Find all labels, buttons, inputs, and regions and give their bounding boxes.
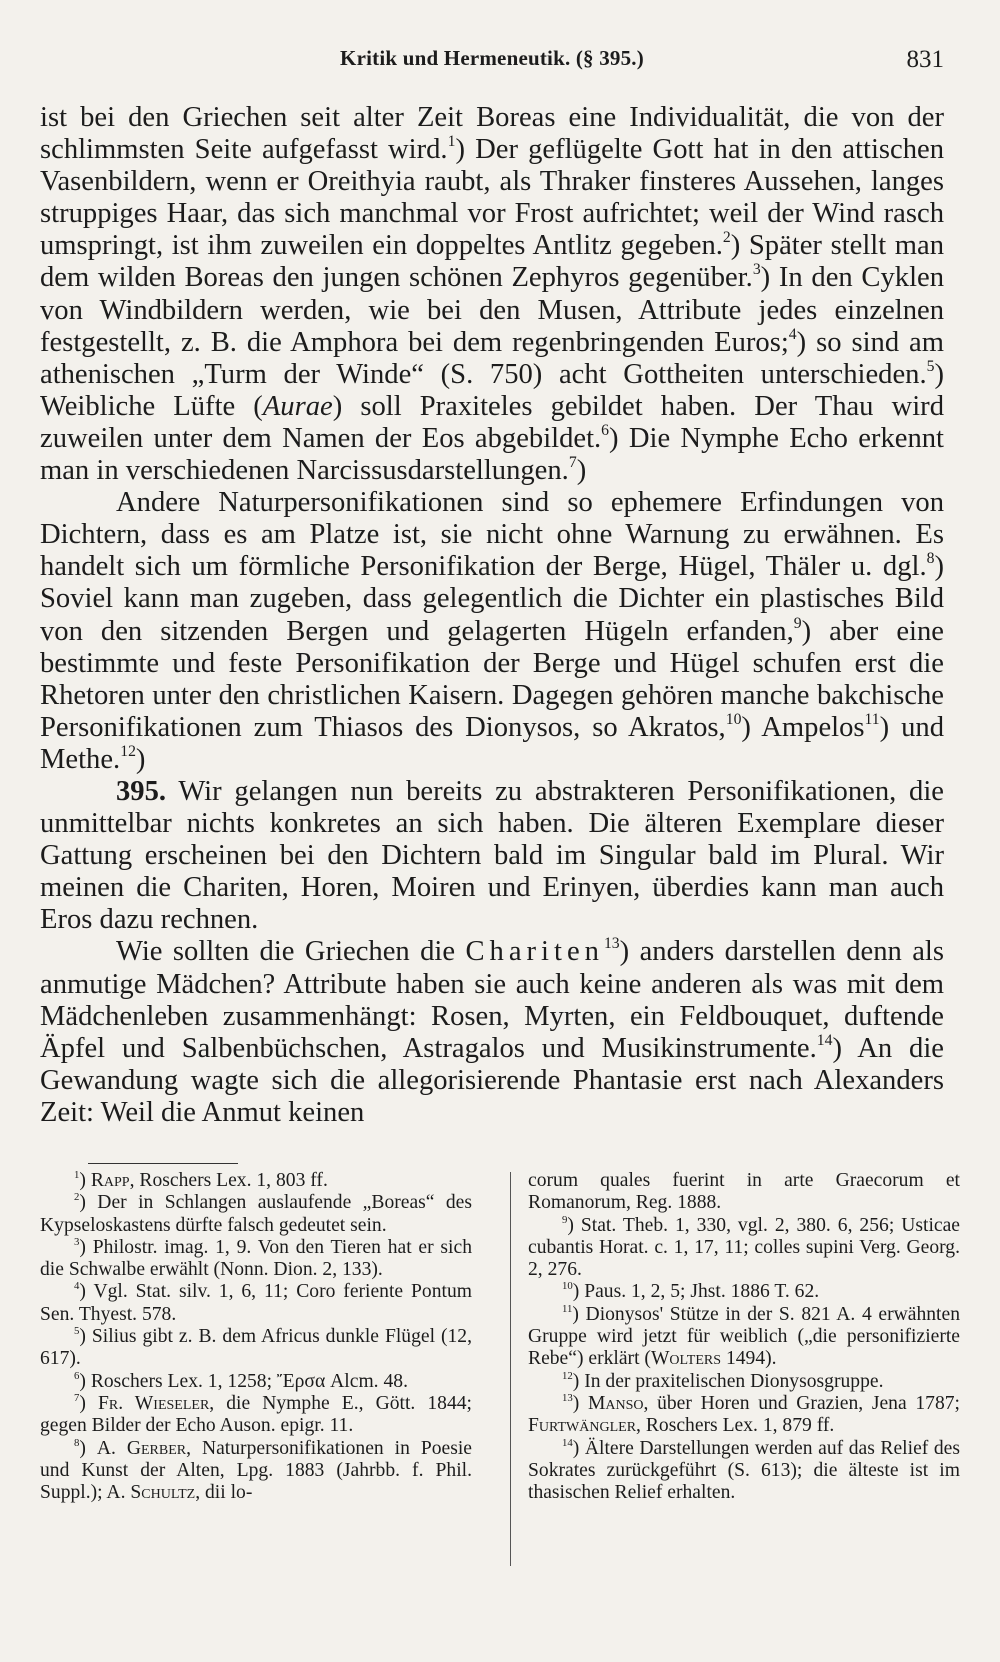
paragraph-section-395: 395. Wir gelangen nun bereits zu abstrakteren Personifikationen, die unmittelbar nichts konkretes an sich haben. Die älteren Exemplare dieser Gattung erscheinen bei den Dichtern bald im Singular bald im Plural. Wir meinen die Chariten, Horen, Moiren und Erinyen, überdies kann man auch Eros dazu rechnen. (40, 775, 944, 936)
footnote-ref[interactable]: 3 (752, 261, 761, 279)
footnote-ref[interactable]: 14 (816, 1031, 833, 1049)
footnote-ref[interactable]: 1 (447, 133, 456, 151)
footnote-ref[interactable]: 6 (601, 422, 610, 440)
footnote-4: $^4$) Vgl. Stat. silv. 1, 6, 11; Coro feriente Pontum Sen. Thyest. 578. (40, 1280, 472, 1325)
footnote-8: $^8$) A. Gerber, Naturpersonifikationen in Poesie und Kunst der Alten, Lpg. 1883 (Jahrbb. f. Phil. Suppl.); A. Schultz, dii lo- (40, 1436, 472, 1504)
section-number: 395. (116, 775, 167, 807)
footnote-1: $^1$) Rapp, Roschers Lex. 1, 803 ff. (74, 1168, 328, 1191)
footnote-13: $^{13}$) Manso, über Horen und Grazien, Jena 1787; Furtwängler, Roschers Lex. 1, 879 ff. (528, 1391, 960, 1437)
footnotes-left-column (40, 1170, 472, 1504)
footnote-9: $^9$) Stat. Theb. 1, 330, vgl. 2, 380. 6, 256; Usticae cubantis Horat. c. 1, 17, 11; colles supini Verg. Georg. 2, 276. (528, 1213, 960, 1281)
footnote-column-divider (510, 1172, 511, 1566)
footnote-ref[interactable]: 5 (926, 357, 935, 375)
main-text (40, 102, 944, 1129)
footnote-6: $^6$) Roschers Lex. 1, 1258; Ἔρσα Alcm. 48. (74, 1369, 408, 1392)
footnote-14: $^{14}$) Ältere Darstellungen werden auf das Relief des Sokrates zurückgeführt (S. 613); die älteste ist im thasischen Relief erhalten. (528, 1436, 960, 1504)
spaced-term: Chariten (465, 936, 604, 968)
footnote-2: $^2$) Der in Schlangen auslaufende „Boreas“ des Kypseloskastens dürfte falsch gedeutet sein. (40, 1191, 472, 1236)
running-title: Kritik und Hermeneutik. (§ 395.) (340, 46, 644, 70)
footnote-3: $^3$) Philostr. imag. 1, 9. Von den Tieren hat er sich die Schwalbe erwählt (Nonn. Dion. 2, 133). (40, 1235, 472, 1281)
footnote-10: $^{10}$) Paus. 1, 2, 5; Jhst. 1886 T. 62. (562, 1280, 820, 1303)
footnote-ref[interactable]: 10 (725, 710, 742, 728)
footnote-ref[interactable]: 13 (603, 935, 620, 953)
footnote-ref[interactable]: 4 (788, 325, 797, 343)
paragraph-nature-personifications: Andere Naturpersonifikationen sind so ephemere Erfindungen von Dichtern, dass es am Platze ist, sie nicht ohne Warnung zu erwähnen. Es handelt sich um förmliche Personifikation der Berge, Hügel, Thäler u. dgl.$^8$) Soviel kann man zugeben, dass gelegentlich die Dichter ein plastisches Bild von den sitzenden Bergen und gelagerten Hügeln erfanden,$^9$) aber eine bestimmte und feste Personifikation der Berge und Hügel schufen erst die Rhetoren unter den christlichen Kaisern. Dagegen gehören manche bakchische Personifikationen zum Thiasos des Dionysos, so Akratos,$^{10}$) Ampelos$^{11}$) und Methe.$^{12}$) (40, 487, 945, 775)
footnote-12: $^{12}$) In der praxitelischen Dionysosgruppe. (562, 1369, 884, 1392)
footnote-ref[interactable]: 7 (568, 454, 577, 472)
footnote-8-continued: corum quales fuerint in arte Graecorum et Romanorum, Reg. 1888. (528, 1170, 960, 1214)
page-header (40, 46, 944, 76)
footnote-ref[interactable]: 11 (864, 710, 880, 728)
footnote-7: $^7$) Fr. Wieseler, die Nymphe E., Gött. 1844; gegen Bilder der Echo Auson. epigr. 11. (40, 1391, 472, 1437)
footnote-ref[interactable]: 8 (926, 550, 935, 568)
footnote-11: $^{11}$) Dionysos' Stütze in der S. 821 A. 4 erwähnten Gruppe wird jetzt für weiblich („die personifizierte Rebe“) erklärt (Wolters 1494). (528, 1302, 960, 1370)
footnotes-right-column (528, 1170, 960, 1504)
footnote-rule (88, 1163, 238, 1164)
footnote-ref[interactable]: 12 (120, 743, 136, 761)
paragraph-winds: ist bei den Griechen seit alter Zeit Boreas eine Individualität, die von der schlimmsten Seite aufgefasst wird.$^1$) Der geflügelte Gott hat in den attischen Vasenbildern, wenn er Oreithyia raubt, als Thraker finsteres Aussehen, langes struppiges Haar, das sich manchmal vor Frost aufrichtet; weil der Wind rasch umspringt, ist ihm zuweilen ein doppeltes Antlitz gegeben.$^2$) Später stellt man dem wilden Boreas den jungen schönen Zephyros gegenüber.$^3$) In den Cyklen von Windbildern werden, wie bei den Musen, Attribute jedes einzelnen festgestellt, z. B. die Amphora bei dem regenbringenden Euros;$^4$) so sind am athenischen „Turm der Winde“ (S. 750) acht Gottheiten unterschieden.$^5$) Weibliche Lüfte (Aurae) soll Praxiteles gebildet haben. Der Thau wird zuweilen unter dem Namen der Eos abgebildet.$^6$) Die Nymphe Echo erkennt man in verschiedenen Narcissusdarstellungen.$^7$) (40, 102, 945, 487)
paragraph-chariten: Wie sollten die Griechen die Chariten$^{13}$) anders darstellen denn als anmutige Mädchen? Attribute haben sie auch keine anderen als was mit dem Mädchenleben zusammenhängt: Rosen, Myrten, ein Feldbouquet, duftende Äpfel und Salbenbüchschen, Astragalos und Musikinstrumente.$^{14}$) An die Gewandung wagte sich die allegorisierende Phantasie erst nach Alexanders Zeit: Weil die Anmut keinen (40, 935, 944, 1128)
footnote-ref[interactable]: 9 (793, 614, 802, 632)
page-number: 831 (906, 46, 944, 73)
footnote-5: $^5$) Silius gibt z. B. dem Africus dunkle Flügel (12, 617). (40, 1325, 472, 1370)
footnote-ref[interactable]: 2 (722, 229, 731, 247)
italic-term: Aurae (262, 390, 333, 422)
